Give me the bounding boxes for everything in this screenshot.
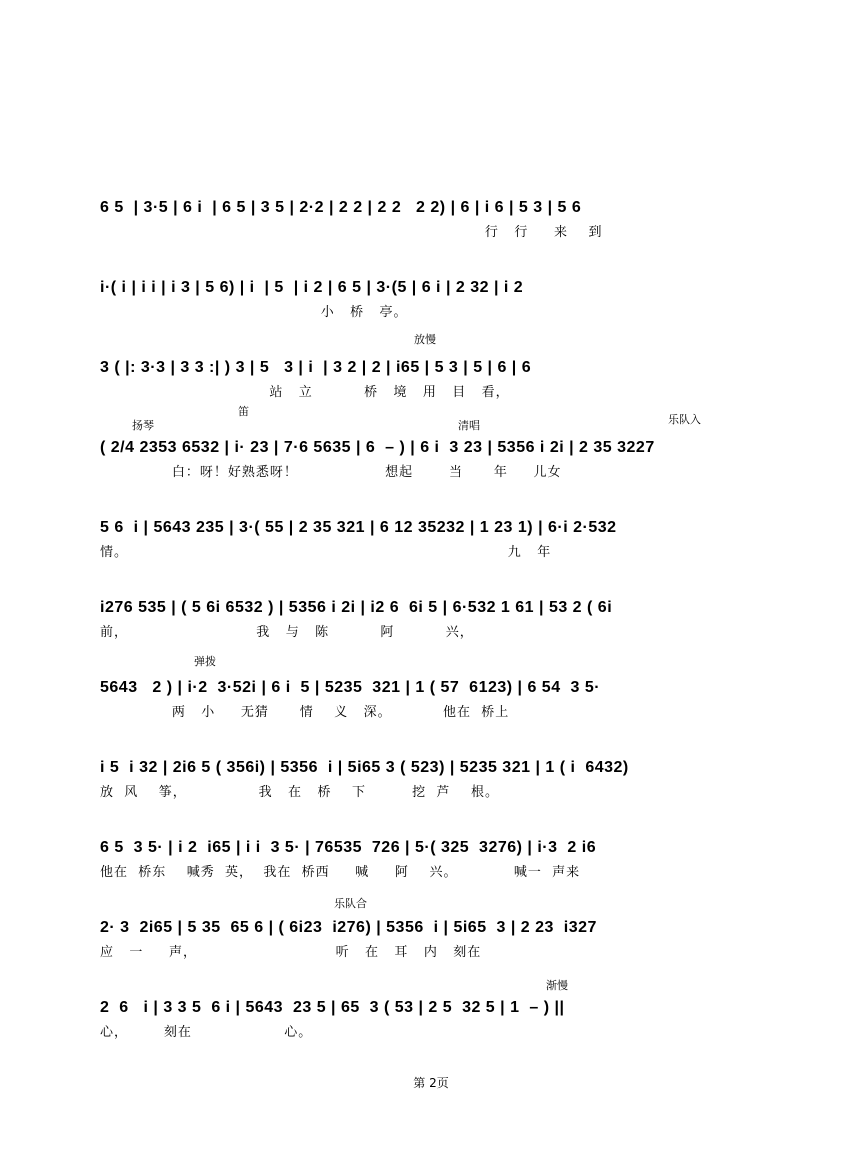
lyrics-line: 放 风 筝， 我 在 桥 下 挖 芦 根。 [100,785,499,800]
performance-mark-qingchang: 清唱 [458,419,480,432]
instrument-mark-di: 笛 [238,405,249,418]
instrument-mark-yangqin: 扬琴 [132,419,154,432]
lyrics-line: 行 行 来 到 [100,225,603,240]
notation-line: 5643 2 ) | i·2 3·52i | 6 i 5 | 5235 321 | 1 ( 57 6123) | 6 54 3 5· [100,679,601,696]
lyrics-line: 他在 桥东 喊秀 英， 我在 桥西 喊 阿 兴。 喊一 声来 [100,865,581,880]
lyrics-line: 站 立 桥 境 用 目 看， [100,385,510,400]
lyrics-line: 情。 九 年 [100,545,552,560]
performance-mark-band-enter: 乐队入 [668,413,701,426]
notation-line: 2· 3 2i65 | 5 35 65 6 | ( 6i23 i276) | 5356 i | 5i65 3 | 2 23 i327 [100,919,597,936]
notation-line: i276 535 | ( 5 6i 6532 ) | 5356 i 2i | i2 6 6i 5 | 6·532 1 61 | 53 2 ( 6i [100,599,613,616]
notation-line: 2 6 i | 3 3 5 6 i | 5643 23 5 | 65 3 ( 53 | 2 5 32 5 | 1 – ) || [100,999,565,1016]
page-number: 第 2页 [413,1076,449,1090]
notation-line: 6 5 3 5· | i 2 i65 | i i 3 5· | 76535 726 | 5·( 325 3276) | i·3 2 i6 [100,839,597,856]
tempo-mark-gradual-slow: 渐慢 [546,979,568,992]
instrument-mark-plucked: 弹拨 [194,655,216,668]
notation-line: ( 2/4 2353 6532 | i· 23 | 7·6 5635 | 6 – ) | 6 i 3 23 | 5356 i 2i | 2 35 3227 [100,439,655,456]
lyrics-line: 两 小 无猜 情 义 深。 他在 桥上 [100,705,510,720]
lyrics-line: 前， 我 与 陈 阿 兴， [100,625,474,640]
notation-line: 6 5 | 3·5 | 6 i | 6 5 | 3 5 | 2·2 | 2 2 | 2 2 2 2) | 6 | i 6 | 5 3 | 5 6 [100,199,582,216]
performance-mark-band-join: 乐队合 [334,897,367,910]
notation-line: i·( i | i i | i 3 | 5 6) | i | 5 | i 2 | 6 5 | 3·(5 | 6 i | 2 32 | i 2 [100,279,524,296]
lyrics-line: 应 一 声， 听 在 耳 内 刻在 [100,945,482,960]
tempo-mark-slow: 放慢 [414,333,436,346]
lyrics-line: 心， 刻在 心。 [100,1025,313,1040]
notation-line: i 5 i 32 | 2i6 5 ( 356i) | 5356 i | 5i65 3 ( 523) | 5235 321 | 1 ( i 6432) [100,759,629,776]
notation-line: 3 ( |: 3·3 | 3 3 :| ) 3 | 5 3 | i | 3 2 | 2 | i65 | 5 3 | 5 | 6 | 6 [100,359,532,376]
notation-line: 5 6 i | 5643 235 | 3·( 55 | 2 35 321 | 6 12 35232 | 1 23 1) | 6·i 2·532 [100,519,617,536]
lyrics-line: 白：呀！好熟悉呀！ 想起 当 年 儿女 [100,465,562,480]
lyrics-line: 小 桥 亭。 [100,305,408,320]
